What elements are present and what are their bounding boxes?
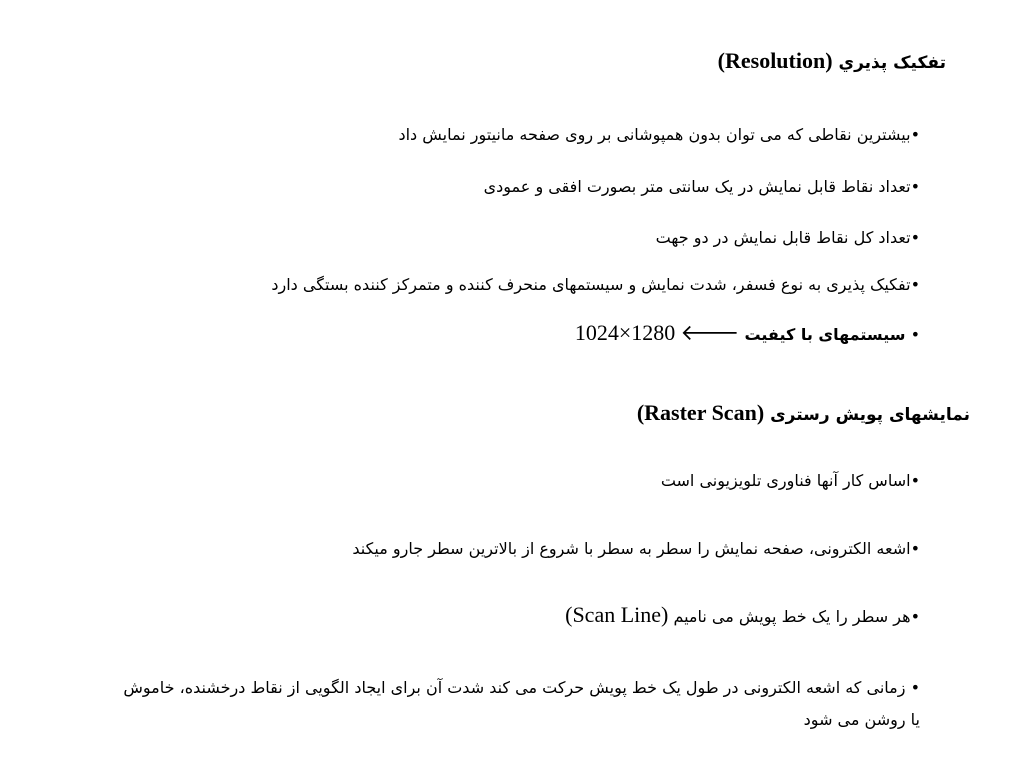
list-item [484,176,920,198]
list-item [110,672,920,736]
bullet-text: بیشترین نقاطی که می توان بدون همپوشانی بر روی صفحه مانیتور نمایش داد [398,125,911,144]
list-item-scanline [565,604,920,628]
raster-heading-fa: نمایشهای پویش رستری [770,405,970,425]
resolution-heading [718,50,946,74]
arrow-left-icon: 🡐 [680,320,740,345]
bullet-marker: • [910,275,920,294]
bullet-marker: • [910,607,920,626]
bullet-marker: • [910,539,920,558]
resolution-heading-fa: تفکیک پذیري [838,53,946,73]
bullet-text: تعداد نقاط قابل نمایش در یک سانتی متر بصورت افقی و عمودی [483,177,911,196]
bullet-marker: • [910,325,920,344]
list-item [398,124,920,146]
quality-value: 1280×1024 [574,320,676,345]
raster-scan-heading [637,402,970,426]
list-item [656,227,920,249]
list-item [661,470,920,492]
bullet-text: اشعه الکترونی، صفحه نمایش را سطر به سطر با شروع از بالاترین سطر جارو میکند [352,539,911,558]
quality-label: سیستمهای با کیفیت [744,325,906,344]
raster-heading-en: (Raster Scan) [636,400,765,425]
scanline-en: (Scan Line) [565,602,669,627]
bullet-text: هر سطر را یک خط پویش می نامیم [673,607,911,626]
bullet-text: زمانی که اشعه الکترونی در طول یک خط پویش حرکت می کند شدت آن برای ایجاد الگویی از نقاط درخشنده، خاموش یا روشن می شود [123,678,920,729]
bullet-text: تفکیک پذیری به نوع فسفر، شدت نمایش و سیستمهای منحرف کننده و متمرکز کننده بستگی دارد [271,275,911,294]
bullet-text: اساس کار آنها فناوری تلویزیونی است [660,471,911,490]
list-item [271,274,920,296]
resolution-heading-en: (Resolution) [717,48,833,73]
list-item [352,538,920,560]
bullet-marker: • [910,125,920,144]
list-item-quality [575,322,920,346]
bullet-text: تعداد کل نقاط قابل نمایش در دو جهت [655,228,911,247]
bullet-marker: • [910,177,920,196]
bullet-marker: • [910,228,920,247]
bullet-marker: • [910,678,920,697]
bullet-marker: • [910,471,920,490]
